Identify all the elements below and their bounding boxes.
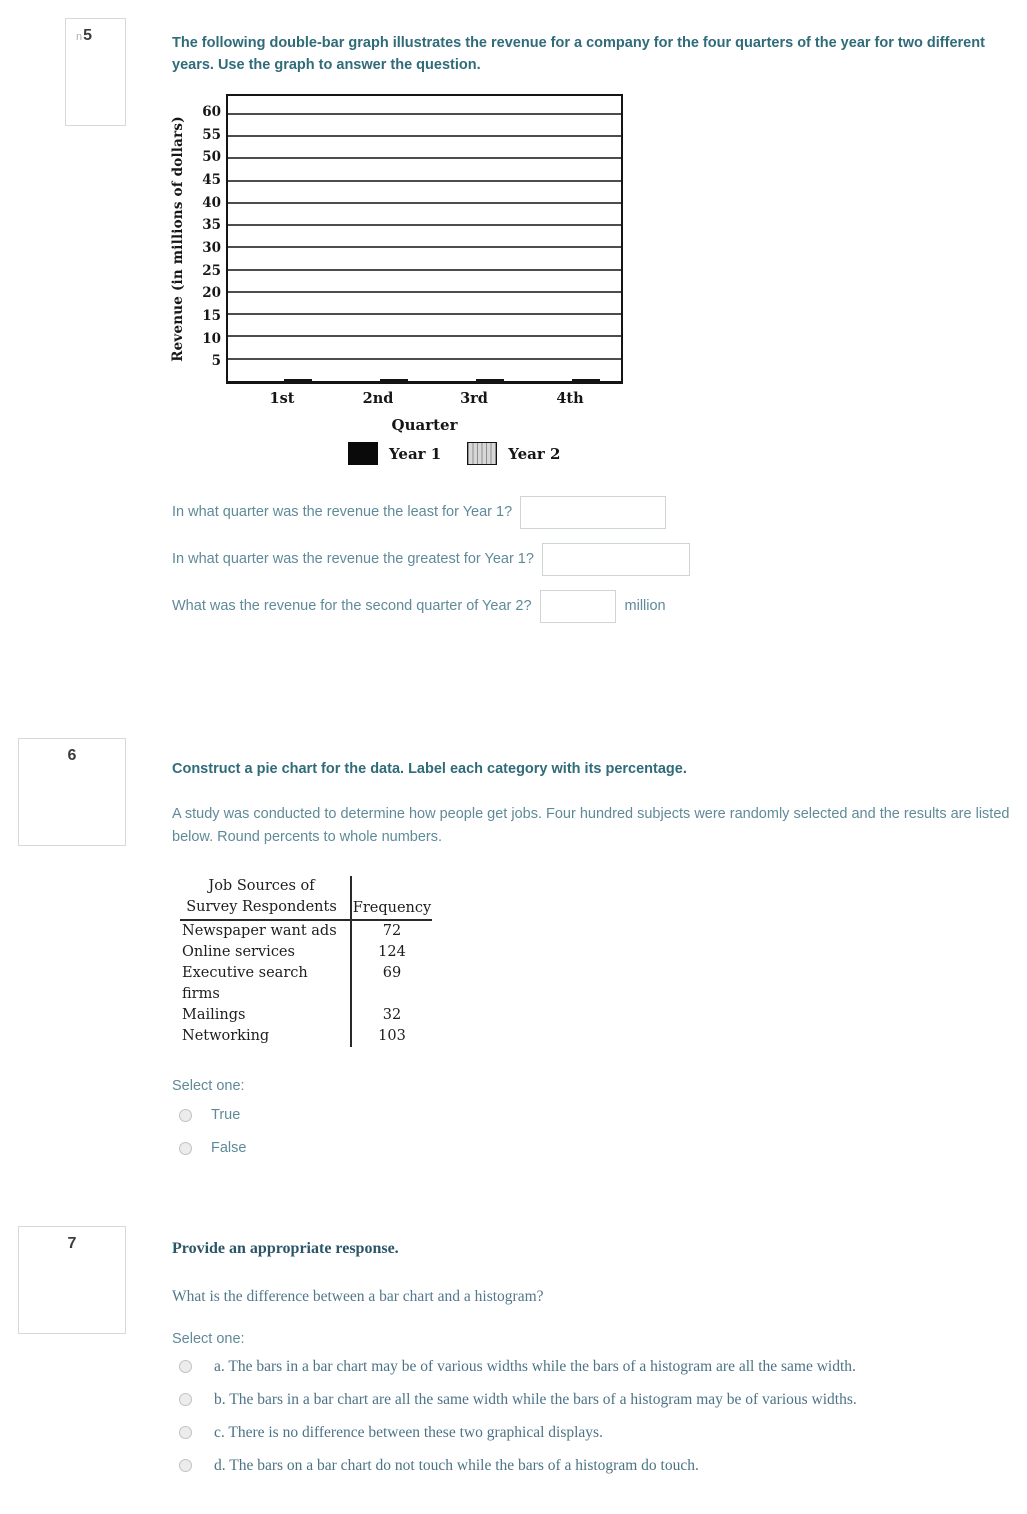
table-row <box>180 921 432 942</box>
bar-pair-1st <box>256 379 312 381</box>
bar-groups <box>236 96 620 381</box>
question-5-number-box <box>65 18 126 126</box>
fill-question-label: What was the revenue for the second quarter of Year 2? <box>172 598 532 614</box>
table-col1-header-line2: Survey Respondents <box>186 899 337 915</box>
y-tick-label-5: 5 <box>211 353 221 370</box>
fill-question-row <box>172 589 1020 623</box>
table-col1-header-line1: Job Sources of <box>208 878 315 894</box>
mc-option-radio-2[interactable] <box>179 1426 192 1439</box>
mc-option-radio-0[interactable] <box>179 1360 192 1373</box>
question-6-prompt: Construct a pie chart for the data. Label each category with its percentage. <box>172 761 687 777</box>
y-tick-label-10: 10 <box>202 330 221 347</box>
bar-year2-2nd <box>380 379 408 381</box>
legend-item-year1 <box>348 442 441 465</box>
tf-option-radio-1[interactable] <box>179 1142 192 1155</box>
answer-input-least-quarter[interactable] <box>520 496 666 529</box>
mc-option-label-0: a. The bars in a bar chart may be of various widths while the bars of a histogram are all the same width. <box>214 1358 856 1375</box>
table-cell-frequency: 32 <box>382 1007 402 1023</box>
y-tick-label-45: 45 <box>202 172 221 189</box>
chart-y-axis-title: Revenue (in millions of dollars) <box>170 116 186 362</box>
y-tick-label-50: 50 <box>202 149 221 166</box>
mc-option-row-3 <box>172 1456 1020 1476</box>
tf-option-row-1 <box>172 1140 1020 1156</box>
multiple-choice-options <box>172 1357 1020 1476</box>
table-row <box>180 1026 432 1047</box>
table-cell-frequency: 72 <box>382 923 402 939</box>
x-tick-label-4th: 4th <box>556 390 584 407</box>
table-cell-frequency: 103 <box>378 1028 406 1044</box>
tf-option-label-0: True <box>211 1107 241 1123</box>
tf-option-label-1: False <box>211 1140 247 1156</box>
y-tick-label-40: 40 <box>202 194 221 211</box>
mc-option-radio-3[interactable] <box>179 1459 192 1472</box>
y-tick-label-55: 55 <box>202 126 221 143</box>
question-7-section <box>0 1226 1027 1489</box>
bar-pair-3rd <box>448 379 504 381</box>
question-7-prompt: Provide an appropriate response. <box>172 1240 399 1257</box>
fill-question-label: In what quarter was the revenue the greatest for Year 1? <box>172 551 534 567</box>
mc-option-row-1 <box>172 1390 1020 1410</box>
tf-option-radio-0[interactable] <box>179 1109 192 1122</box>
legend-item-year2 <box>467 442 560 465</box>
mc-option-label-2: c. There is no difference between these two graphical displays. <box>214 1424 603 1441</box>
table-cell-source: Newspaper want ads <box>180 921 352 942</box>
quarter-group-3rd <box>428 96 524 381</box>
question-5-section <box>0 18 1027 636</box>
question-7-number: 7 <box>67 1235 77 1252</box>
y-tick-label-15: 15 <box>202 308 221 325</box>
chart-legend <box>348 442 1020 465</box>
table-row <box>180 942 432 963</box>
y-tick-label-35: 35 <box>202 217 221 234</box>
tf-option-row-0 <box>172 1107 1020 1123</box>
answer-input-revenue-q2-year2[interactable] <box>540 590 616 623</box>
table-header-row <box>180 876 432 921</box>
legend-swatch-solid-black <box>348 442 378 465</box>
table-cell-frequency: 69 <box>382 965 402 981</box>
bar-year2-1st <box>284 379 312 381</box>
bar-year2-4th <box>572 379 600 381</box>
table-cell-source: Online services <box>180 942 352 963</box>
x-tick-label-1st: 1st <box>269 390 295 407</box>
mc-option-radio-1[interactable] <box>179 1393 192 1406</box>
fill-question-row <box>172 495 1020 529</box>
mc-option-row-0 <box>172 1357 1020 1377</box>
chart-x-axis-title: Quarter <box>391 416 458 434</box>
bar-year2-3rd <box>476 379 504 381</box>
legend-swatch-striped-gray <box>467 442 497 465</box>
fill-question-label: In what quarter was the revenue the least for Year 1? <box>172 504 513 520</box>
quarter-group-4th <box>524 96 620 381</box>
bar-pair-2nd <box>352 379 408 381</box>
y-tick-label-20: 20 <box>202 285 221 302</box>
legend-label: Year 2 <box>508 444 561 463</box>
y-tick-label-30: 30 <box>202 240 221 257</box>
true-false-options <box>172 1107 1020 1156</box>
select-one-label-q7: Select one: <box>172 1331 245 1347</box>
mc-option-label-3: d. The bars on a bar chart do not touch while the bars of a histogram do touch. <box>214 1457 699 1474</box>
table-col2-header: Frequency <box>352 900 432 916</box>
question-5-number-prefix: n <box>76 31 83 43</box>
question-5-number: 5 <box>83 27 93 44</box>
question-6-number: 6 <box>67 747 77 764</box>
question-5-prompt: The following double-bar graph illustrates the revenue for a company for the four quarters of the year for two different years. Use the graph to answer the question. <box>172 35 985 73</box>
bar-pair-4th <box>544 379 600 381</box>
question-6-section <box>0 738 1027 1173</box>
quarter-group-1st <box>236 96 332 381</box>
mc-option-row-2 <box>172 1423 1020 1443</box>
answer-input-greatest-quarter[interactable] <box>542 543 690 576</box>
table-cell-source: Networking <box>180 1026 352 1047</box>
x-tick-label-2nd: 2nd <box>362 390 394 407</box>
fill-in-questions <box>172 495 1020 623</box>
job-sources-table <box>180 876 432 1047</box>
table-cell-source: Mailings <box>180 1005 352 1026</box>
table-cell-source: Executive search firms <box>180 963 352 1005</box>
question-7-body: What is the difference between a bar chart and a histogram? <box>172 1288 544 1305</box>
table-body <box>180 921 432 1047</box>
double-bar-chart <box>172 94 1020 465</box>
table-cell-frequency: 124 <box>378 944 406 960</box>
question-6-body: A study was conducted to determine how people get jobs. Four hundred subjects were randomly selected and the results are listed below. Round percents to whole numbers. <box>172 806 1010 845</box>
quarter-group-2nd <box>332 96 428 381</box>
million-suffix-label: million <box>624 598 666 614</box>
chart-x-ticks <box>226 390 623 412</box>
chart-plot <box>226 94 623 384</box>
y-tick-label-60: 60 <box>202 104 221 121</box>
mc-option-label-1: b. The bars in a bar chart are all the same width while the bars of a histogram may be of various widths. <box>214 1391 857 1408</box>
legend-label: Year 1 <box>389 444 442 463</box>
table-row <box>180 963 432 1005</box>
x-tick-label-3rd: 3rd <box>460 390 488 407</box>
fill-question-row <box>172 542 1020 576</box>
select-one-label-q6: Select one: <box>172 1078 245 1094</box>
chart-y-ticks <box>196 94 226 384</box>
y-tick-label-25: 25 <box>202 262 221 279</box>
question-7-number-box <box>18 1226 126 1334</box>
question-6-number-box <box>18 738 126 846</box>
table-row <box>180 1005 432 1026</box>
